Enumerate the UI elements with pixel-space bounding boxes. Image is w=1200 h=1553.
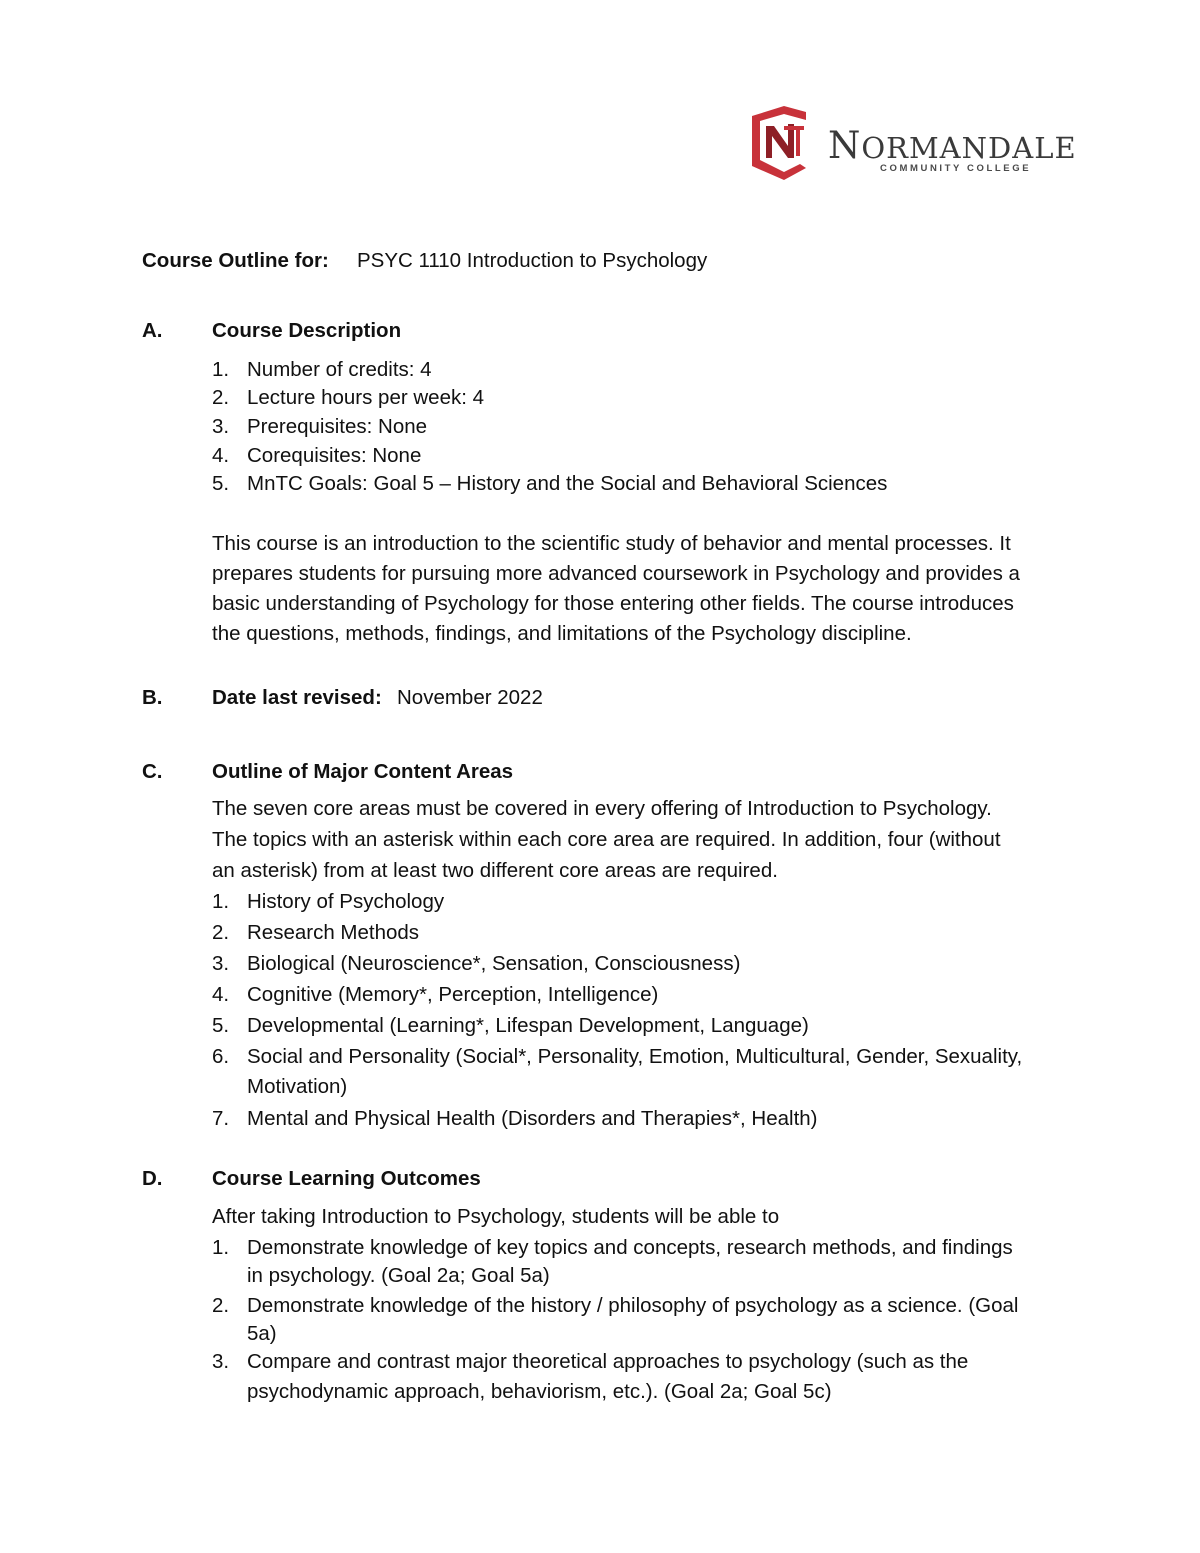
- list-item: Demonstrate knowledge of key topics and concepts, research methods, and findings: [247, 1236, 1013, 1259]
- list-item-continuation: psychodynamic approach, behaviorism, etc.). (Goal 2a; Goal 5c): [247, 1380, 832, 1403]
- paragraph-line: This course is an introduction to the scientific study of behavior and mental processes. It: [212, 532, 1011, 555]
- list-number: 1.: [212, 358, 230, 381]
- list-item: Demonstrate knowledge of the history / philosophy of psychology as a science. (Goal: [247, 1294, 1019, 1317]
- list-number: 2.: [212, 921, 230, 944]
- list-item: Prerequisites: None: [247, 415, 428, 438]
- list-item: Developmental (Learning*, Lifespan Development, Language): [247, 1014, 809, 1037]
- list-number: 1.: [212, 1236, 230, 1259]
- list-number: 6.: [212, 1045, 230, 1068]
- list-number: 5.: [212, 472, 230, 495]
- crest-icon: [744, 96, 824, 182]
- list-number: 3.: [212, 1350, 230, 1373]
- list-item: Number of credits: 4: [247, 358, 432, 381]
- paragraph-line: The seven core areas must be covered in every offering of Introduction to Psychology.: [212, 797, 992, 820]
- list-item: MnTC Goals: Goal 5 – History and the Social and Behavioral Sciences: [247, 472, 888, 495]
- section-b-letter: B.: [142, 686, 163, 709]
- section-d-heading: Course Learning Outcomes: [212, 1167, 481, 1190]
- section-d-intro: After taking Introduction to Psychology, students will be able to: [212, 1205, 780, 1228]
- list-number: 1.: [212, 890, 230, 913]
- list-number: 4.: [212, 444, 230, 467]
- list-item: History of Psychology: [247, 890, 445, 913]
- list-number: 5.: [212, 1014, 230, 1037]
- outline-label: Course Outline for:: [142, 249, 329, 272]
- list-number: 2.: [212, 386, 230, 409]
- list-number: 4.: [212, 983, 230, 1006]
- paragraph-line: an asterisk) from at least two different core areas are required.: [212, 859, 778, 882]
- paragraph-line: The topics with an asterisk within each core area are required. In addition, four (without: [212, 828, 1001, 851]
- list-item: Compare and contrast major theoretical approaches to psychology (such as the: [247, 1350, 969, 1373]
- course-title: PSYC 1110 Introduction to Psychology: [357, 249, 708, 272]
- list-item-continuation: Motivation): [247, 1075, 348, 1098]
- section-b-heading: Date last revised:: [212, 686, 382, 709]
- list-number: 3.: [212, 415, 230, 438]
- paragraph-line: the questions, methods, findings, and limitations of the Psychology discipline.: [212, 622, 912, 645]
- section-c-heading: Outline of Major Content Areas: [212, 760, 514, 783]
- logo-wordmark: NORMANDALE: [828, 124, 1077, 167]
- list-item: Lecture hours per week: 4: [247, 386, 485, 409]
- logo-subtitle: COMMUNITY COLLEGE: [880, 163, 1032, 174]
- list-item: Biological (Neuroscience*, Sensation, Consciousness): [247, 952, 741, 975]
- section-c-letter: C.: [142, 760, 163, 783]
- list-item: Corequisites: None: [247, 444, 422, 467]
- list-number: 2.: [212, 1294, 230, 1317]
- section-a-heading: Course Description: [212, 319, 402, 342]
- college-logo: [744, 96, 1077, 182]
- revision-date: November 2022: [397, 686, 543, 709]
- list-number: 3.: [212, 952, 230, 975]
- section-d-letter: D.: [142, 1167, 163, 1190]
- paragraph-line: prepares students for pursuing more advanced coursework in Psychology and provides a: [212, 562, 1020, 585]
- list-item: Cognitive (Memory*, Perception, Intelligence): [247, 983, 659, 1006]
- list-item-continuation: 5a): [247, 1322, 277, 1345]
- list-item: Social and Personality (Social*, Personality, Emotion, Multicultural, Gender, Sexuality,: [247, 1045, 1023, 1068]
- list-number: 7.: [212, 1107, 230, 1130]
- section-a-letter: A.: [142, 319, 163, 342]
- list-item: Research Methods: [247, 921, 420, 944]
- list-item-continuation: in psychology. (Goal 2a; Goal 5a): [247, 1264, 550, 1287]
- list-item: Mental and Physical Health (Disorders and Therapies*, Health): [247, 1107, 818, 1130]
- paragraph-line: basic understanding of Psychology for those entering other fields. The course introduces: [212, 592, 1014, 615]
